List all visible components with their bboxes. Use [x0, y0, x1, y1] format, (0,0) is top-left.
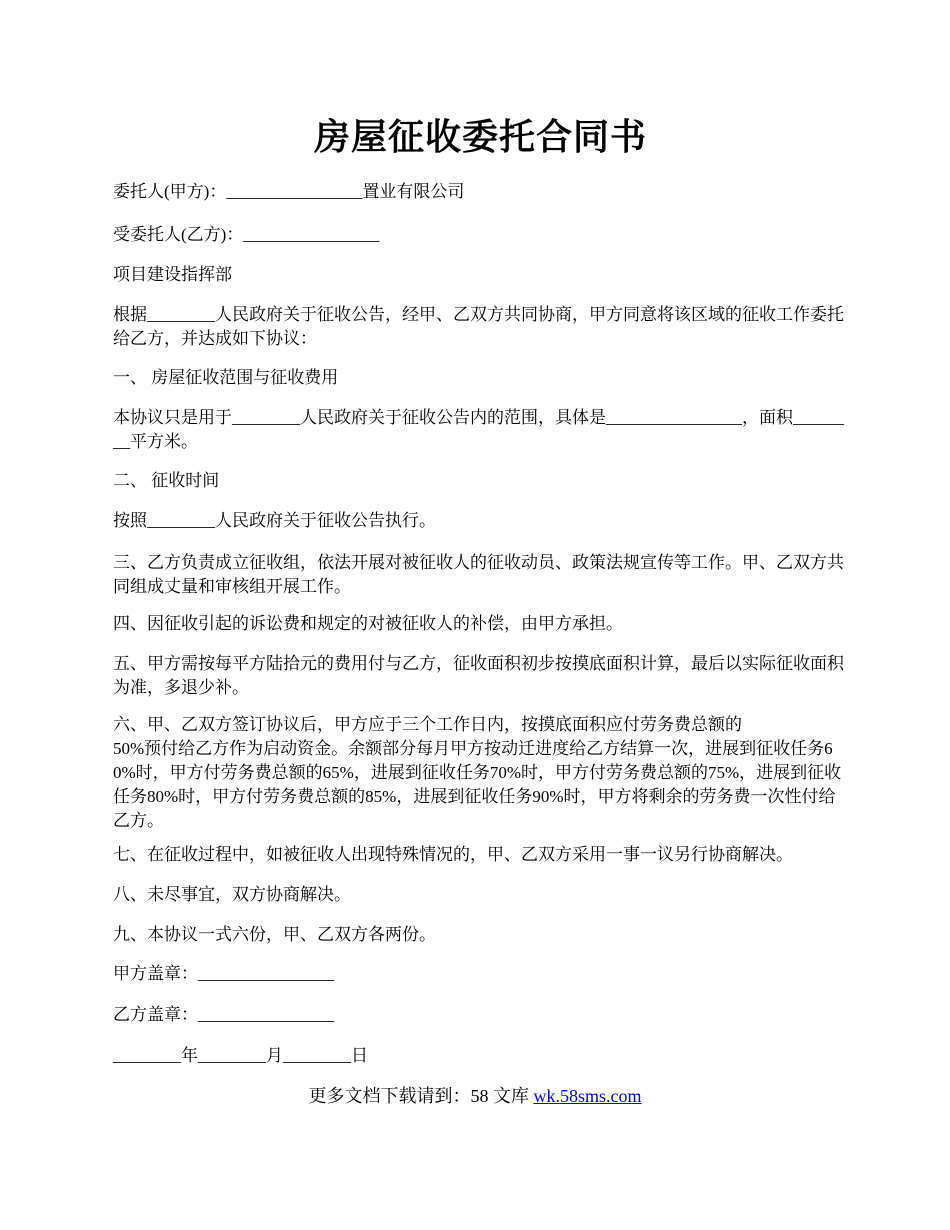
- section-1-heading: 一、 房屋征收范围与征收费用: [113, 368, 339, 387]
- preamble-paragraph: 根据________人民政府关于征收公告，经甲、乙双方共同协商，甲方同意将该区域的征收工作委托给乙方，并达成如下协议：: [113, 305, 844, 348]
- party-a-line: 委托人(甲方)：________________置业有限公司: [113, 182, 465, 201]
- footer-link[interactable]: wk.58sms.com: [533, 1086, 642, 1106]
- section-2-body: 按照________人民政府关于征收公告执行。: [113, 511, 436, 530]
- clause-5: 五、甲方需按每平方陆拾元的费用付与乙方，征收面积初步按摸底面积计算，最后以实际征收面积为准，多退少补。: [113, 654, 844, 697]
- footer-text: 更多文档下载请到：58 文库: [308, 1086, 534, 1106]
- clause-7: 七、在征收过程中，如被征收人出现特殊情况的，甲、乙双方采用一事一议另行协商解决。: [113, 845, 793, 864]
- clause-9: 九、本协议一式六份，甲、乙双方各两份。: [113, 925, 436, 944]
- project-dept-line: 项目建设指挥部: [113, 265, 232, 284]
- section-1-body: 本协议只是用于________人民政府关于征收公告内的范围，具体是________________，面积________平方米。: [113, 408, 844, 451]
- section-2-heading: 二、 征收时间: [113, 471, 220, 490]
- party-a-seal-line: 甲方盖章：________________: [113, 964, 334, 983]
- clause-3: 三、乙方负责成立征收组，依法开展对被征收人的征收动员、政策法规宣传等工作。甲、乙双方共同组成丈量和审核组开展工作。: [113, 553, 844, 596]
- date-line: ________年________月________日: [113, 1046, 368, 1065]
- party-b-line: 受委托人(乙方)：________________: [113, 225, 380, 244]
- clause-8: 八、未尽事宜，双方协商解决。: [113, 885, 351, 904]
- party-b-seal-line: 乙方盖章：________________: [113, 1005, 334, 1024]
- footer: [0, 1084, 950, 1108]
- clause-4: 四、因征收引起的诉讼费和规定的对被征收人的补偿，由甲方承担。: [113, 614, 623, 633]
- document-title: 房屋征收委托合同书: [313, 117, 647, 157]
- clause-6: 六、甲、乙双方签订协议后，甲方应于三个工作日内，按摸底面积应付劳务费总额的 50%预付给乙方作为启动资金。余额部分每月甲方按动迁进度给乙方结算一次，进展到征收任务60%时，甲方付劳务费总额的65%，进展到征收任务70%时，甲方付劳务费总额的75%，进展到征收任务80%时，甲方付劳务费总额的85%，进展到征收任务90%时，甲方将剩余的劳务费一次性付给乙方。: [113, 715, 842, 830]
